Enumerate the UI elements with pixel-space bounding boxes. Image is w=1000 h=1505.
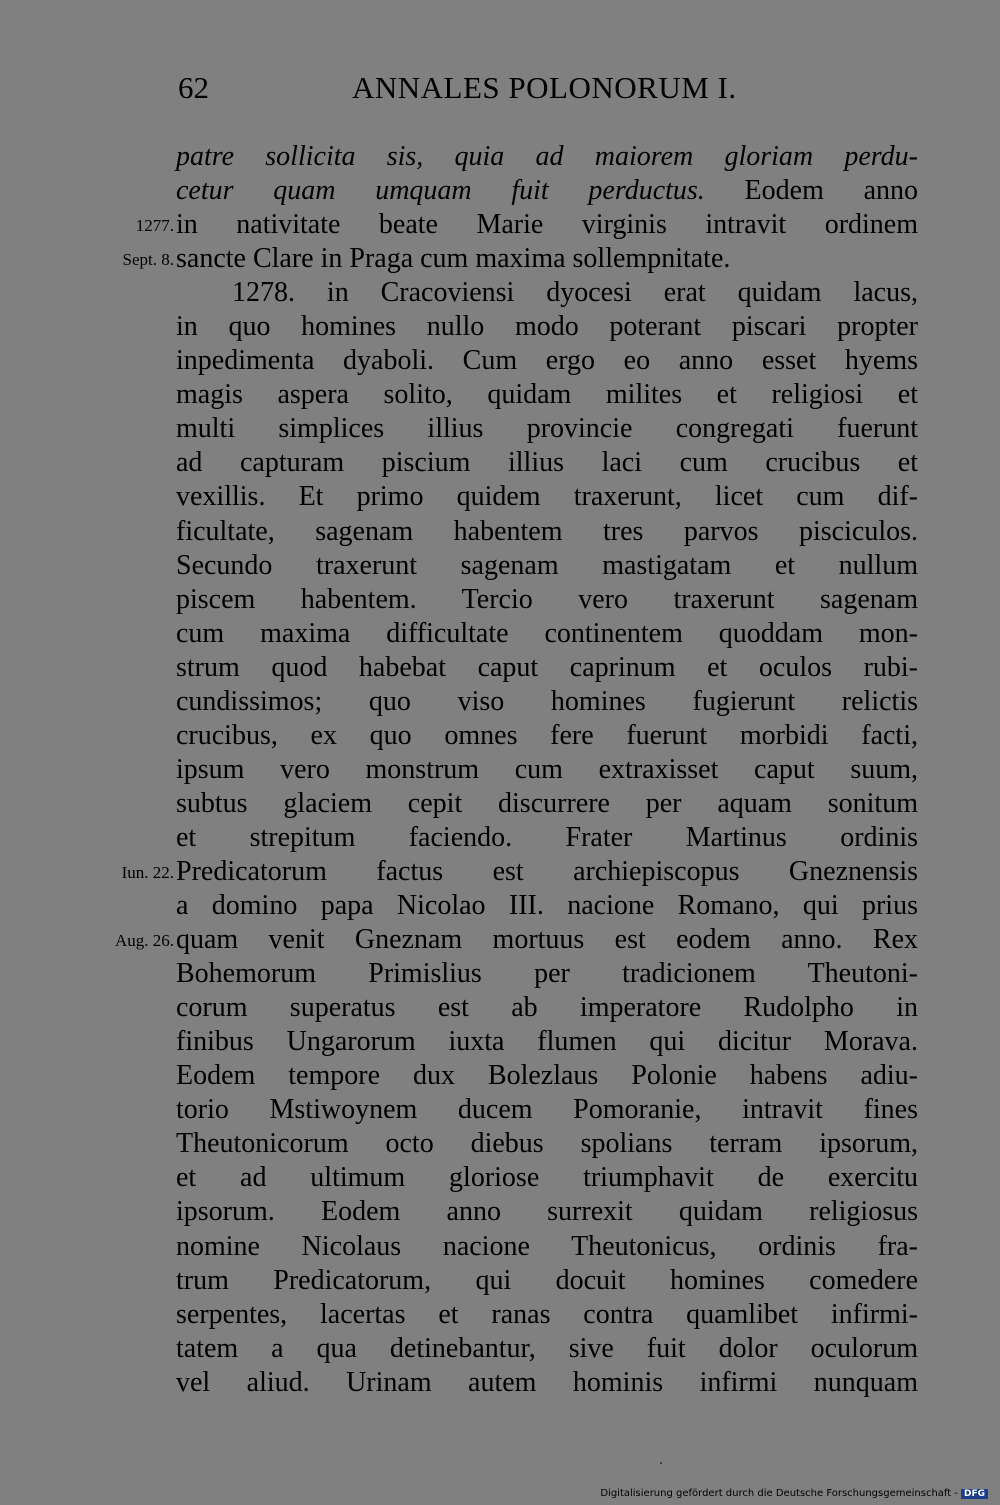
dfg-logo: DFG [961,1489,988,1499]
body-text [176,140,918,1400]
text-line: strum quod habebat caput caprinum et oculos rubi- [176,651,918,683]
margin-date-note: Aug. 26. [114,931,174,951]
text-line: magis aspera solito, quidam milites et religiosi et [176,379,918,411]
text-line-rest: Eodem anno [704,175,918,207]
text-line: vel aliud. Urinam autem hominis infirmi nunquam [176,1366,918,1398]
page-header [0,70,1000,116]
text-line: inpedimenta dyaboli. Cum ergo eo anno esset hyems [176,345,918,377]
text-line: 1278. in Cracoviensi dyocesi erat quidam lacus, [232,277,918,309]
text-line: corum superatus est ab imperatore Rudolpho in [176,992,918,1024]
text-line: et strepitum faciendo. Frater Martinus ordinis [176,821,918,853]
footer-text: Digitalisierung gefördert durch die Deutsche Forschungsgemeinschaft - [600,1488,958,1499]
margin-date-note: Iun. 22. [121,863,174,883]
footer [600,1488,988,1499]
text-line: et ad ultimum gloriose triumphavit de exercitu [176,1162,918,1194]
text-line: in nativitate beate Marie virginis intravit ordinem [176,209,918,241]
text-line: vexillis. Et primo quidem traxerunt, licet cum dif- [176,481,918,513]
text-line: cum maxima difficultate continentem quoddam mon- [176,617,918,649]
text-line: nomine Nicolaus nacione Theutonicus, ordinis fra- [176,1230,918,1262]
text-line: tatem a qua detinebantur, sive fuit dolor oculorum [176,1332,918,1364]
scan-speck [660,1462,662,1464]
text-line: in quo homines nullo modo poterant piscari propter [176,311,918,343]
text-line: crucibus, ex quo omnes fere fuerunt morbidi facti, [176,719,918,751]
text-line: torio Mstiwoynem ducem Pomoranie, intravit fines [176,1094,918,1126]
margin-date-note: 1277. [135,216,174,236]
text-line: multi simplices illius provincie congregati fuerunt [176,413,918,445]
text-line: trum Predicatorum, qui docuit homines comedere [176,1264,918,1296]
text-line: ficultate, sagenam habentem tres parvos pisciculos. [176,515,918,547]
text-line: cundissimos; quo viso homines fugierunt relictis [176,685,918,717]
text-line: quam venit Gneznam mortuus est eodem anno. Rex [176,924,918,956]
text-line: ad capturam piscium illius laci cum crucibus et [176,447,918,479]
text-line: piscem habentem. Tercio vero traxerunt sagenam [176,583,918,615]
text-line: Predicatorum factus est archiepiscopus Gneznensis [176,855,918,887]
text-line: ipsum vero monstrum cum extraxisset caput suum, [176,753,918,785]
text-line [176,174,918,208]
text-line: Secundo traxerunt sagenam mastigatam et nullum [176,549,918,581]
text-line: finibus Ungarorum iuxta flumen qui dicitur Morava. [176,1026,918,1058]
text-line: Theutonicorum octo diebus spolians terram ipsorum, [176,1128,918,1160]
text-line: a domino papa Nicolao III. nacione Romano, qui prius [176,890,918,922]
text-line-italic: cetur quam umquam fuit perductus. [176,175,705,207]
text-line: ipsorum. Eodem anno surrexit quidam religiosus [176,1196,918,1228]
text-line: subtus glaciem cepit discurrere per aquam sonitum [176,787,918,819]
text-line: patre sollicita sis, quia ad maiorem gloriam perdu- [176,141,918,172]
text-line: Eodem tempore dux Bolezlaus Polonie habens adiu- [176,1060,918,1092]
text-line: sancte Clare in Praga cum maxima sollempnitate. [176,243,731,275]
margin-date-note: Sept. 8. [122,250,174,270]
text-line: Bohemorum Primislius per tradicionem Theutoni- [176,958,918,990]
page-number: 62 [178,70,209,105]
text-line: serpentes, lacertas et ranas contra quamlibet infirmi- [176,1298,918,1330]
running-title: ANNALES POLONORUM I. [352,70,737,105]
